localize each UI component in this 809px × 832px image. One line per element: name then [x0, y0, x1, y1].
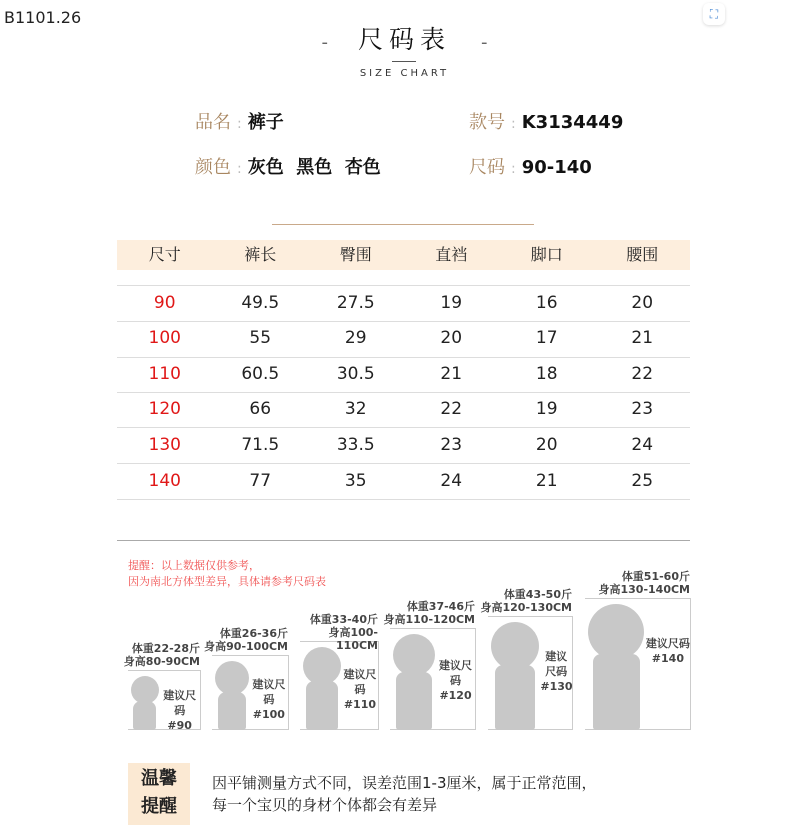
table-cell: 66 [249, 399, 272, 419]
table-cell: 20 [631, 293, 654, 313]
product-code: B1101.26 [4, 8, 82, 27]
child-silhouette-icon [214, 661, 250, 730]
child-silhouette-icon [392, 634, 436, 730]
suggest-label: 建议尺码 [252, 678, 286, 707]
table-cell: 32 [344, 399, 367, 419]
child-silhouette-icon [130, 676, 159, 730]
tip-text [212, 772, 597, 816]
table-header [117, 240, 690, 270]
suggest-size: #120 [439, 689, 472, 702]
table-cell: 22 [440, 399, 463, 419]
table-cell: 20 [535, 435, 558, 455]
divider [272, 224, 534, 225]
table-row [117, 320, 690, 358]
height-range: 身高80-90CM [123, 655, 200, 668]
header-cell: 裤长 [244, 245, 277, 264]
size-cell: 100 [148, 328, 181, 348]
suggest-size: #140 [651, 652, 684, 666]
suggested-size [436, 658, 475, 703]
suggested-size [646, 636, 690, 666]
figure-info [118, 642, 200, 668]
suggested-size [342, 667, 378, 712]
product-colors: 颜色 : 灰色 黑色 杏色 [195, 157, 381, 178]
note-line: 因为南北方体型差异，具体请参考尺码表 [128, 575, 326, 588]
figure-info [290, 613, 378, 652]
height-range: 身高130-140CM [598, 583, 690, 596]
suggest-label: 建议尺码 [439, 659, 473, 687]
header-cell: 腰围 [626, 245, 659, 264]
figure-info [478, 588, 572, 614]
name-value: 裤子 [247, 112, 284, 133]
header-cell: 脚口 [530, 245, 563, 264]
child-silhouette-icon [587, 604, 646, 730]
suggested-size [540, 649, 572, 694]
table-cell: 27.5 [336, 293, 375, 313]
suggested-size [250, 677, 288, 722]
tip-label-line: 提醒 [141, 796, 177, 817]
suggested-size [159, 688, 200, 733]
table-cell: 71.5 [241, 435, 280, 455]
table-row [117, 357, 690, 393]
suggest-size: #110 [343, 698, 377, 712]
child-silhouette-icon [490, 622, 540, 730]
header-cell: 尺寸 [148, 245, 181, 264]
table-row [117, 392, 690, 428]
table-cell: 24 [631, 435, 654, 455]
table-cell: 33.5 [336, 435, 375, 455]
color-value: 灰色 黑色 杏色 [247, 157, 381, 178]
suggest-size: #90 [167, 719, 192, 733]
table-row [117, 285, 690, 322]
table-cell: 60.5 [241, 364, 280, 384]
title-text: 尺码表 [357, 25, 451, 54]
table-cell: 20 [440, 328, 463, 348]
table-cell: 77 [249, 471, 272, 491]
height-range: 身高100-110CM [328, 626, 378, 652]
suggest-label: 建议尺码 [545, 650, 568, 679]
page-subtitle: SIZE CHART [359, 68, 450, 79]
table-cell: 30.5 [336, 364, 375, 384]
table-cell: 16 [535, 293, 558, 313]
name-label: 品名 [195, 112, 231, 133]
suggest-size: #130 [540, 680, 573, 694]
size-cell: 130 [148, 435, 181, 455]
page-title: - 尺码表 - [321, 25, 488, 54]
title-underline [392, 61, 416, 62]
table-cell: 19 [440, 293, 463, 313]
scan-icon[interactable]: ⛶ [703, 3, 725, 25]
size-cell: 120 [148, 399, 181, 419]
weight-range: 体重22-28斤 [131, 642, 200, 655]
header-cell: 臀围 [339, 245, 372, 264]
table-cell: 22 [631, 364, 654, 384]
table-cell: 23 [631, 399, 654, 419]
table-cell: 35 [344, 471, 367, 491]
color-label: 颜色 [195, 157, 231, 178]
size-cell: 110 [148, 364, 181, 384]
tip-line: 因平铺测量方式不同，误差范围1-3厘米，属于正常范围， [212, 774, 597, 792]
weight-range: 体重33-40斤 [309, 613, 378, 626]
weight-range: 体重26-36斤 [219, 627, 288, 640]
tip-label-line: 温馨 [141, 768, 177, 789]
header-cell: 直裆 [435, 245, 468, 264]
height-range: 身高110-120CM [383, 613, 475, 626]
suggest-label: 建议尺码 [343, 668, 377, 697]
size-value: 90-140 [521, 157, 592, 178]
figure-info [575, 570, 690, 596]
tip-label [128, 763, 190, 825]
table-cell: 19 [535, 399, 558, 419]
product-sizes: 尺码 : 90-140 [469, 157, 592, 178]
section-divider [117, 540, 690, 541]
table-cell: 23 [440, 435, 463, 455]
sku-value: K3134449 [521, 112, 624, 133]
tip-line: 每一个宝贝的身材个体都会有差异 [212, 796, 438, 814]
child-silhouette-icon [302, 647, 342, 730]
table-row [117, 463, 690, 500]
figure-info [202, 627, 288, 653]
table-cell: 21 [440, 364, 463, 384]
size-cell: 90 [153, 293, 176, 313]
figure-info [380, 600, 475, 626]
product-sku: 款号 : K3134449 [469, 112, 624, 133]
height-range: 身高90-100CM [204, 640, 288, 653]
table-cell: 49.5 [241, 293, 280, 313]
weight-range: 体重43-50斤 [503, 588, 572, 601]
size-label: 尺码 [469, 157, 505, 178]
table-cell: 25 [631, 471, 654, 491]
height-range: 身高120-130CM [480, 601, 572, 614]
weight-range: 体重51-60斤 [621, 570, 690, 583]
table-row [117, 427, 690, 464]
suggest-label: 建议尺码 [645, 637, 690, 651]
suggest-size: #100 [252, 708, 285, 722]
product-name: 品名 : 裤子 [195, 112, 284, 133]
suggest-label: 建议尺码 [163, 689, 197, 718]
sku-label: 款号 [469, 112, 505, 133]
weight-range: 体重37-46斤 [406, 600, 475, 613]
table-cell: 24 [440, 471, 463, 491]
table-cell: 17 [535, 328, 558, 348]
table-cell: 18 [535, 364, 558, 384]
table-cell: 29 [344, 328, 367, 348]
size-cell: 140 [148, 471, 181, 491]
table-cell: 21 [535, 471, 558, 491]
note-line: 提醒：以上数据仅供参考， [128, 559, 260, 572]
table-cell: 55 [249, 328, 272, 348]
table-cell: 21 [631, 328, 654, 348]
